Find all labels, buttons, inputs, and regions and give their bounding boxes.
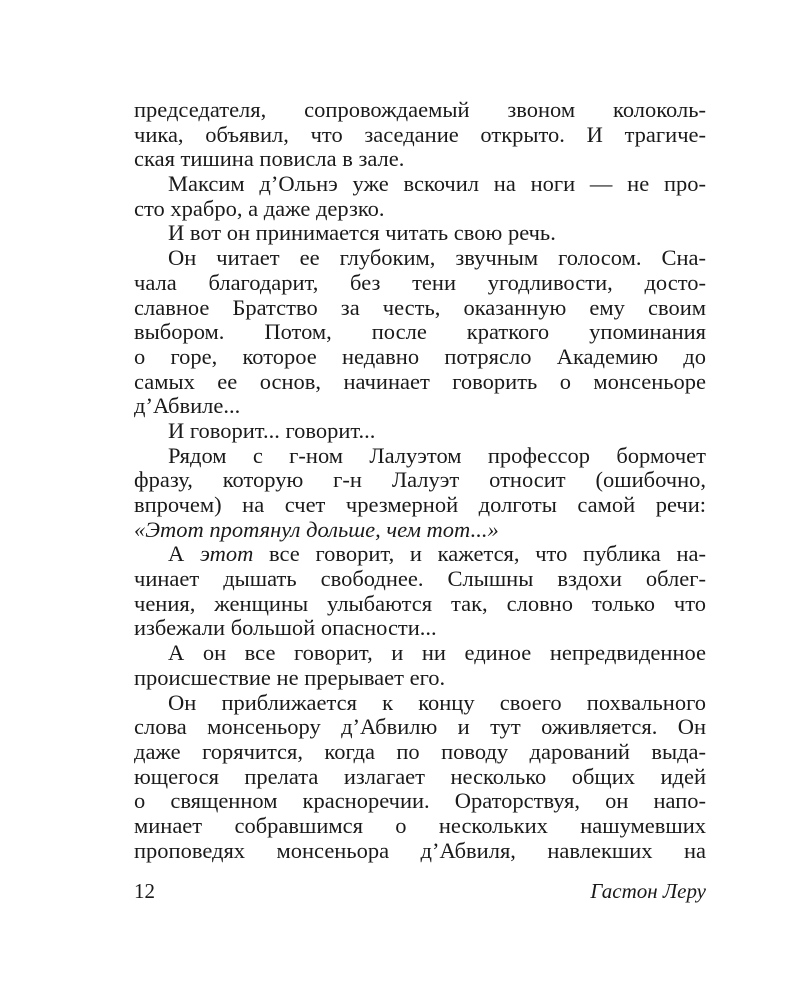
- text-line: происшествие не прерывает его.: [134, 664, 446, 690]
- text-line: избежали большой опасности...: [134, 615, 437, 641]
- text-line: председателя, сопровождаемый звоном колоколь-: [134, 97, 706, 122]
- text-line: д’Абвиле...: [134, 393, 241, 419]
- text-line: о священном красноречии. Ораторствуя, он напо-: [134, 788, 706, 814]
- text-segment: А: [168, 541, 200, 567]
- text-line: выбором. Потом, после краткого упоминания: [134, 319, 706, 345]
- text-line: А он все говорит, и ни единое непредвиденное: [168, 640, 706, 666]
- text-line: впрочем) на счет чрезмерной долготы самой речи:: [134, 492, 706, 517]
- text-line: Рядом с г-ном Лалуэтом профессор бормочет: [168, 442, 706, 468]
- text-line: о горе, которое недавно потрясло Академию до: [134, 343, 706, 369]
- text-line: Максим д’Ольнэ уже вскочил на ноги — не про-: [168, 171, 706, 197]
- text-segment: все говорит, и кажется, что публика на-: [253, 541, 707, 567]
- text-line: слова монсеньору д’Абвилю и тут оживляется. Он: [134, 714, 706, 740]
- text-line: Он читает ее глубоким, звучным голосом. Сна-: [168, 245, 706, 271]
- page-number: 12: [134, 879, 155, 903]
- text-line: ская тишина повисла в зале.: [134, 146, 405, 172]
- text-line: фразу, которую г-н Лалуэт относит (ошибочно,: [134, 467, 706, 493]
- text-line-quote: «Этот протянул дольше, чем тот...»: [134, 516, 499, 542]
- text-line: проповедях монсеньора д’Абвиля, навлекших на: [134, 837, 706, 863]
- text-line: ющегося прелата излагает несколько общих идей: [134, 763, 706, 789]
- text-line: чика, объявил, что заседание открыто. И трагиче-: [134, 121, 706, 147]
- running-author: Гастон Леру: [590, 879, 706, 903]
- text-line: славное Братство за честь, оказанную ему своим: [134, 294, 706, 320]
- page-footer: [134, 878, 706, 904]
- body-text: [134, 98, 706, 863]
- text-line: И говорит... говорит...: [168, 417, 376, 443]
- text-line: Он приближается к концу своего похвального: [168, 689, 706, 715]
- text-line: И вот он принимается читать свою речь.: [168, 220, 556, 246]
- text-line: даже горячится, когда по поводу дарований выда-: [134, 738, 706, 764]
- emphasized-word: этот: [199, 541, 254, 567]
- text-line: минает собравшимся о нескольких нашумевших: [134, 812, 706, 838]
- text-line: [134, 542, 706, 567]
- text-line: чинает дышать свободнее. Слышны вздохи облег-: [134, 566, 706, 592]
- text-line: чения, женщины улыбаются так, словно только что: [134, 590, 706, 616]
- text-line: чала благодарит, без тени угодливости, досто-: [134, 269, 706, 295]
- text-line: сто храбро, а даже дерзко.: [134, 195, 385, 221]
- text-line: самых ее основ, начинает говорить о монсеньоре: [134, 368, 706, 394]
